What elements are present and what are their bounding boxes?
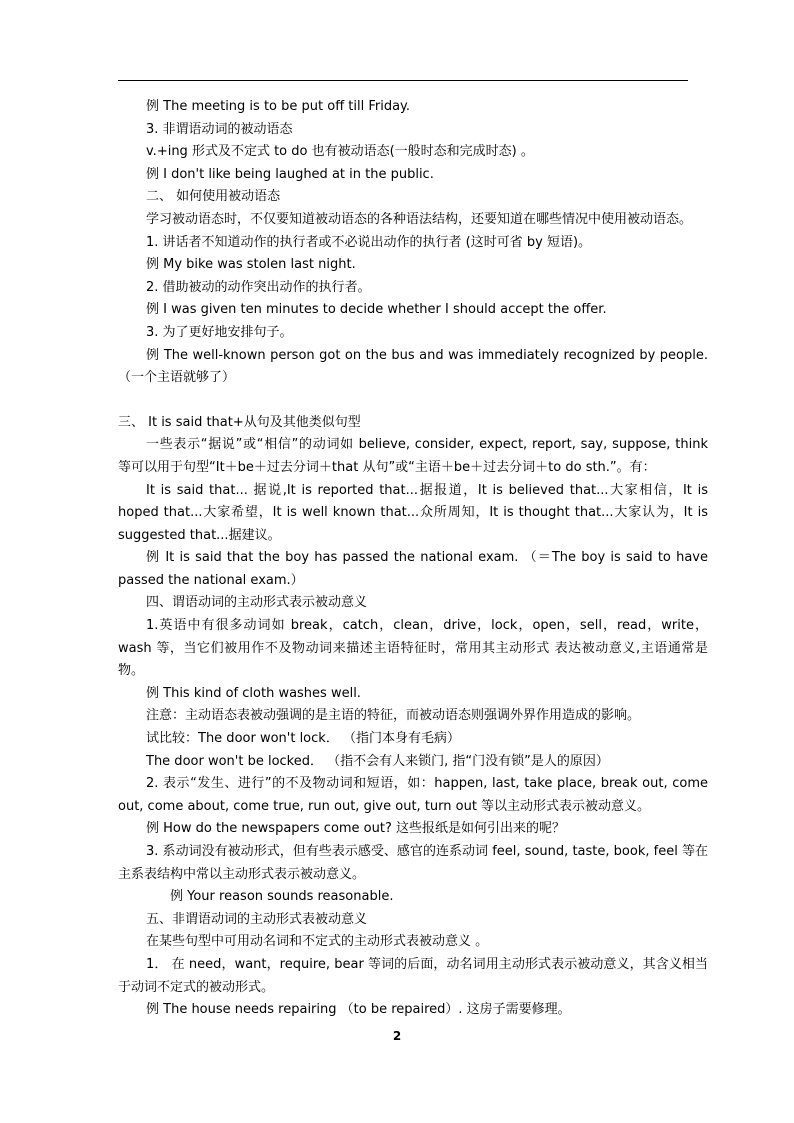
example-line: 例 This kind of cloth washes well. <box>146 685 361 701</box>
document-body <box>118 96 708 1022</box>
example-line: 例 I don't like being laughed at in the public. <box>146 166 434 182</box>
header-rule <box>118 80 688 81</box>
body-line: v.+ing 形式及不定式 to do 也有被动语态(一般时态和完成时态) 。 <box>146 144 534 160</box>
example-line: 例 Your reason sounds reasonable. <box>170 889 394 905</box>
body-paragraph: 学习被动语态时，不仅要知道被动语态的各种语法结构，还要知道在哪些情况中使用被动语态。 <box>146 211 693 227</box>
comparison-line: The door won't be locked． （指不会有人来锁门, 指“门没有锁”是人的原因） <box>146 753 609 769</box>
blank-line <box>118 390 708 412</box>
comparison-line: 试比较：The door won't lock． （指门本身有毛病） <box>146 731 460 747</box>
body-line: 在某些句型中可用动名词和不定式的主动形式表被动意义 。 <box>146 934 489 950</box>
example-line: 例 My bike was stolen last night. <box>146 257 356 273</box>
example-line: 例 The well-known person got on the bus and was immediately recognized by people.（一个主语就够了） <box>118 347 708 386</box>
body-paragraph: 2. 表示“发生、进行”的不及物动词和短语，如：happen, last, take place, break out, come out, come about, come true, run out, give out, turn out 等以主动形式表示被动意义。 <box>118 776 708 814</box>
example-line: 例 I was given ten minutes to decide whether I should accept the offer. <box>146 302 607 318</box>
body-paragraph: 一些表示“据说”或“相信”的动词如 believe, consider, expect, report, say, suppose, think 等可以用于句型“It＋be＋过去分词＋that 从句”或“主语＋be＋过去分词＋to do sth.”。有： <box>118 437 708 475</box>
numbered-point: 3. 非谓语动词的被动语态 <box>146 121 293 137</box>
numbered-point: 3. 为了更好地安排句子。 <box>146 324 293 340</box>
note-line: 注意：主动语态表被动强调的是主语的特征，而被动语态则强调外界作用造成的影响。 <box>146 708 641 724</box>
example-line: 例 It is said that the boy has passed the national exam. （＝The boy is said to have passed the national exam.） <box>118 550 708 588</box>
body-paragraph: 1． 在 need，want，require, bear 等词的后面，动名词用主动形式表示被动意义，其含义相当于动词不定式的被动形式。 <box>118 956 708 995</box>
section-heading: 四、谓语动词的主动形式表示被动意义 <box>146 595 368 611</box>
numbered-point: 1. 讲话者不知道动作的执行者或不必说出动作的执行者 (这时可省 by 短语)。 <box>146 234 592 250</box>
section-heading: 二、 如何使用被动语态 <box>146 189 281 205</box>
body-paragraph: It is said that... 据说,It is reported that...据报道，It is believed that...大家相信，It is hoped that...大家希望，It is well known that...众所周知，It is thought that...大家认为，It is suggested that...据建议。 <box>118 482 708 543</box>
example-line: 例 The house needs repairing （to be repaired）. 这房子需要修理。 <box>146 1002 571 1018</box>
example-line: 例 How do the newspapers come out? 这些报纸是如何引出来的呢？ <box>146 821 566 837</box>
section-heading: 三、 It is said that+从句及其他类似句型 <box>118 414 361 430</box>
section-heading: 五、非谓语动词的主动形式表被动意义 <box>146 911 368 927</box>
numbered-point: 2. 借助被动的动作突出动作的执行者。 <box>146 279 371 295</box>
example-line: 例 The meeting is to be put off till Friday. <box>146 99 411 114</box>
body-paragraph: 3. 系动词没有被动形式，但有些表示感受、感官的连系动词 feel, sound, taste, book, feel 等在主系表结构中常以主动形式表示被动意义。 <box>118 844 708 882</box>
body-paragraph: 1.英语中有很多动词如 break，catch，clean，drive，lock，open，sell，read，write，wash 等，当它们被用作不及物动词来描述主语特征时，常用其主动形式 表达被动意义,主语通常是物。 <box>118 618 708 679</box>
page-number: 2 <box>392 1029 402 1043</box>
